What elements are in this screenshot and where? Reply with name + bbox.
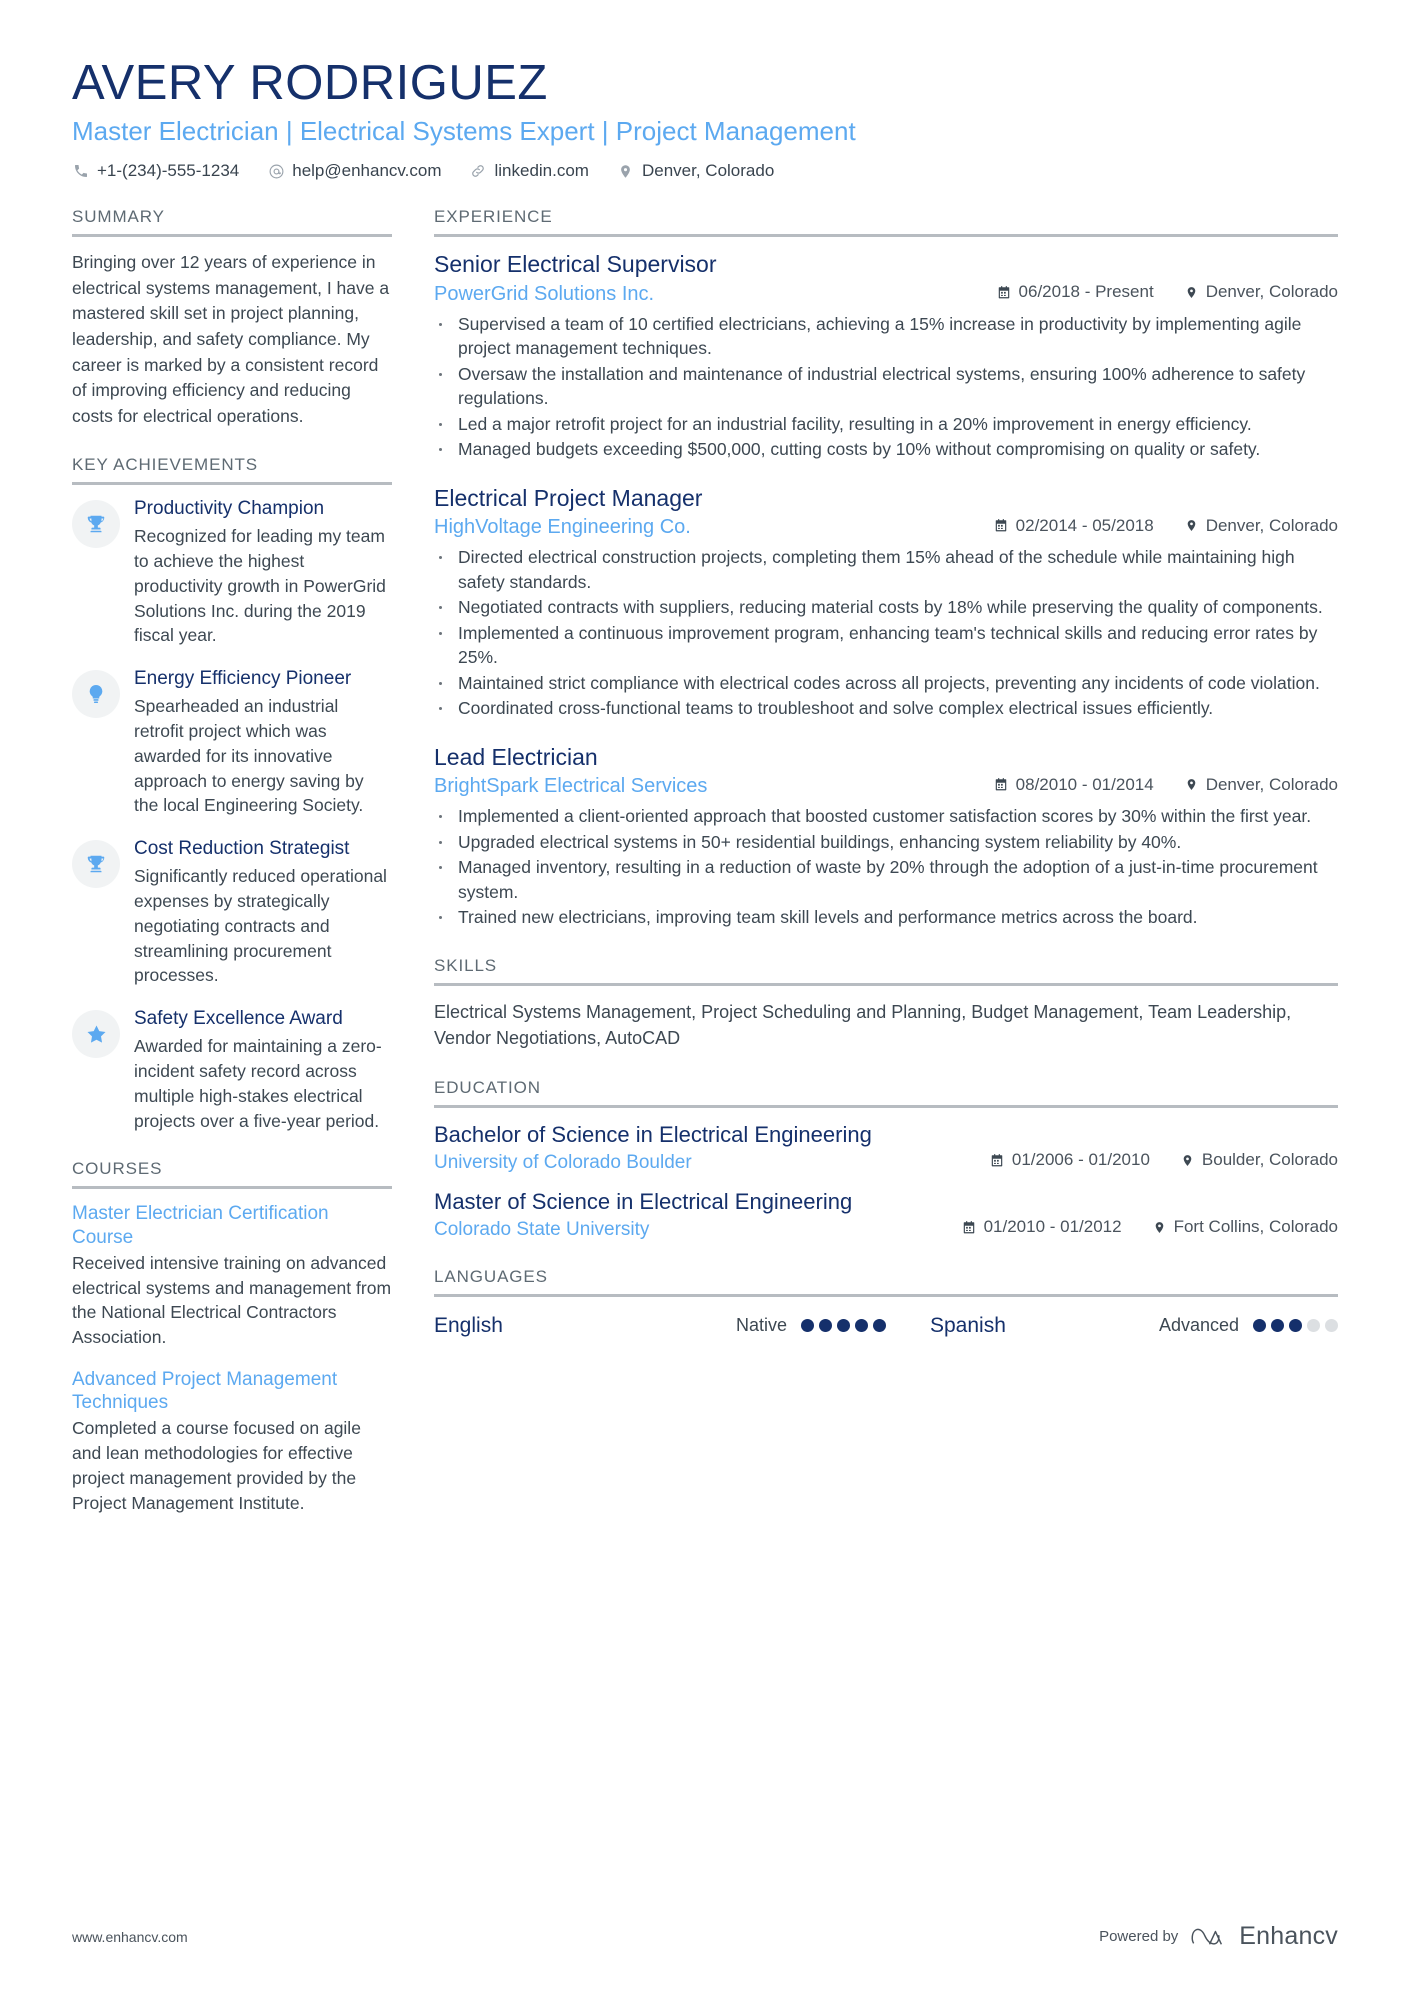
- languages-heading: LANGUAGES: [434, 1266, 548, 1286]
- language-name: English: [434, 1313, 503, 1337]
- location-pin-icon: [1184, 777, 1199, 793]
- candidate-headline: Master Electrician | Electrical Systems Expert | Project Management: [72, 115, 856, 146]
- job-location-text: Denver, Colorado: [1205, 282, 1338, 302]
- job-location: [1184, 282, 1338, 302]
- education-meta: [434, 1217, 1338, 1241]
- education-dates: [990, 1150, 1150, 1170]
- achievement-item: [72, 498, 392, 648]
- achievement-title: Safety Excellence Award: [134, 1008, 343, 1030]
- language-name: Spanish: [930, 1313, 1006, 1337]
- achievement-badge: [72, 500, 120, 548]
- job-location: [1184, 516, 1338, 536]
- languages-row: [434, 1310, 1338, 1338]
- proficiency-dot: [801, 1319, 814, 1332]
- courses-heading: COURSES: [72, 1159, 163, 1179]
- job-dates-text: 02/2014 - 05/2018: [1015, 515, 1154, 535]
- section-summary: [72, 207, 392, 429]
- contact-phone-text: +1-(234)-555-1234: [97, 161, 240, 181]
- location-pin-icon: [1184, 284, 1199, 300]
- footer-site-url[interactable]: www.enhancv.com: [72, 1928, 188, 1945]
- job-bullets: [434, 545, 1338, 721]
- education-location-text: Fort Collins, Colorado: [1173, 1217, 1338, 1237]
- education-dates: [962, 1217, 1122, 1237]
- job-bullets: [434, 312, 1338, 462]
- trophy-icon: [85, 513, 107, 535]
- language-proficiency-dots: [801, 1319, 886, 1332]
- contact-linkedin[interactable]: [469, 161, 589, 181]
- link-icon: [469, 162, 487, 180]
- achievement-item: [72, 668, 392, 818]
- calendar-icon: [990, 1152, 1005, 1168]
- contact-location-text: Denver, Colorado: [641, 161, 775, 181]
- summary-heading: SUMMARY: [72, 207, 165, 227]
- location-pin-icon: [1152, 1219, 1167, 1235]
- course-title: Master Electrician Certification Course: [72, 1203, 329, 1248]
- job-location-text: Denver, Colorado: [1205, 515, 1338, 535]
- achievement-desc: Awarded for maintaining a zero-incident safety record across multiple high-stakes electrical projects over a five-year period.: [134, 1036, 382, 1131]
- proficiency-dot: [819, 1319, 832, 1332]
- achievement-title: Productivity Champion: [134, 498, 325, 520]
- education-item: [434, 1188, 1338, 1241]
- job-company: BrightSpark Electrical Services: [434, 775, 708, 798]
- achievement-title: Cost Reduction Strategist: [134, 838, 350, 860]
- page-footer: [72, 1922, 1338, 1951]
- experience-heading: EXPERIENCE: [434, 207, 553, 227]
- contact-email-text: help@enhancv.com: [292, 161, 442, 181]
- education-location-text: Boulder, Colorado: [1201, 1150, 1338, 1170]
- section-experience: [434, 207, 1338, 929]
- proficiency-dot: [1325, 1319, 1338, 1332]
- job-bullets: [434, 804, 1338, 930]
- job-meta: [434, 282, 1338, 306]
- calendar-icon: [994, 518, 1009, 534]
- right-column: [434, 207, 1338, 1364]
- section-languages: [434, 1267, 1338, 1338]
- achievement-title: Energy Efficiency Pioneer: [134, 668, 352, 690]
- location-pin-icon: [617, 162, 635, 180]
- achievement-badge: [72, 840, 120, 888]
- calendar-icon: [962, 1219, 977, 1235]
- email-icon: [267, 162, 285, 180]
- job-company: HighVoltage Engineering Co.: [434, 516, 691, 539]
- course-item: [72, 1202, 392, 1350]
- proficiency-dot: [1307, 1319, 1320, 1332]
- education-school: Colorado State University: [434, 1218, 650, 1240]
- job-location: [1184, 775, 1338, 795]
- achievement-desc: Significantly reduced operational expenses by strategically negotiating contracts and streamlining procurement processes.: [134, 866, 387, 986]
- section-courses: [72, 1159, 392, 1515]
- proficiency-dot: [1253, 1319, 1266, 1332]
- education-degree: Bachelor of Science in Electrical Engineering: [434, 1121, 872, 1147]
- contact-location: [617, 161, 774, 181]
- proficiency-dot: [1289, 1319, 1302, 1332]
- language-proficiency-dots: [1253, 1319, 1338, 1332]
- proficiency-dot: [1271, 1319, 1284, 1332]
- calendar-icon: [997, 284, 1012, 300]
- education-dates-text: 01/2010 - 01/2012: [983, 1217, 1122, 1237]
- education-school: University of Colorado Boulder: [434, 1151, 692, 1173]
- job-meta: [434, 516, 1338, 540]
- job-bullet: Negotiated contracts with suppliers, reducing material costs by 18% while preserving the quality of components.: [434, 595, 1338, 620]
- calendar-icon: [994, 777, 1009, 793]
- job-title: Senior Electrical Supervisor: [434, 251, 717, 278]
- education-heading: EDUCATION: [434, 1077, 541, 1097]
- lightbulb-icon: [85, 683, 107, 705]
- job-title: Lead Electrician: [434, 743, 598, 770]
- job-bullet: Managed budgets exceeding $500,000, cutting costs by 10% without compromising on quality or safety.: [434, 437, 1338, 462]
- job-dates-text: 08/2010 - 01/2014: [1015, 774, 1154, 794]
- job-bullet: Directed electrical construction projects, completing them 15% ahead of the schedule while maintaining high safety standards.: [434, 545, 1338, 594]
- proficiency-dot: [837, 1319, 850, 1332]
- location-pin-icon: [1180, 1152, 1195, 1168]
- left-column: [72, 207, 392, 1541]
- enhancv-logo-icon: [1190, 1924, 1230, 1950]
- education-location: [1152, 1217, 1338, 1237]
- achievement-badge: [72, 670, 120, 718]
- experience-item: [434, 743, 1338, 930]
- phone-icon: [72, 162, 90, 180]
- job-dates: [997, 282, 1154, 302]
- experience-item: [434, 250, 1338, 461]
- skills-heading: SKILLS: [434, 955, 498, 975]
- achievement-desc: Spearheaded an industrial retrofit project which was awarded for its innovative approach to energy saving by the local Engineering Society.: [134, 696, 364, 816]
- enhancv-brand-text: Enhancv: [1239, 1922, 1338, 1950]
- job-company: PowerGrid Solutions Inc.: [434, 282, 655, 305]
- contact-linkedin-text: linkedin.com: [494, 161, 589, 181]
- job-bullet: Supervised a team of 10 certified electricians, achieving a 15% increase in productivity by implementing agile project management techniques.: [434, 312, 1338, 361]
- section-key-achievements: [72, 455, 392, 1133]
- job-dates-text: 06/2018 - Present: [1018, 282, 1154, 302]
- location-pin-icon: [1184, 518, 1199, 534]
- job-bullet: Oversaw the installation and maintenance of industrial electrical systems, ensuring 100% adherence to safety regulations.: [434, 362, 1338, 411]
- language-level: Native: [735, 1315, 787, 1336]
- enhancv-brand: [1190, 1922, 1338, 1951]
- resume-header: [72, 56, 1338, 181]
- job-bullet: Led a major retrofit project for an industrial facility, resulting in a 20% improvement in energy efficiency.: [434, 412, 1338, 437]
- job-bullet: Coordinated cross-functional teams to troubleshoot and solve complex electrical issues efficiently.: [434, 696, 1338, 721]
- candidate-name: AVERY RODRIGUEZ: [72, 56, 548, 110]
- language-level: Advanced: [1158, 1315, 1239, 1336]
- job-location-text: Denver, Colorado: [1205, 774, 1338, 794]
- education-meta: [434, 1150, 1338, 1174]
- job-bullet: Implemented a client-oriented approach that boosted customer satisfaction scores by 30% within the first year.: [434, 804, 1338, 829]
- experience-item: [434, 484, 1338, 721]
- course-item: [72, 1368, 392, 1516]
- achievement-item: [72, 838, 392, 988]
- job-title: Electrical Project Manager: [434, 484, 703, 511]
- job-bullet: Managed inventory, resulting in a reduction of waste by 20% through the adoption of a just-in-time procurement system.: [434, 855, 1338, 904]
- job-dates: [994, 516, 1154, 536]
- course-title: Advanced Project Management Techniques: [72, 1369, 338, 1414]
- section-education: [434, 1078, 1338, 1241]
- summary-text: Bringing over 12 years of experience in electrical systems management, I have a mastered skill set in project planning, leadership, and safety compliance. My career is marked by a consistent record of improving efficiency and reducing costs for electrical operations.: [72, 252, 390, 426]
- course-desc: Completed a course focused on agile and lean methodologies for effective project management provided by the Project Management Institute.: [72, 1418, 361, 1514]
- education-dates-text: 01/2006 - 01/2010: [1011, 1150, 1150, 1170]
- job-dates: [994, 775, 1154, 795]
- education-location: [1180, 1150, 1338, 1170]
- job-bullet: Maintained strict compliance with electrical codes across all projects, preventing any incidents of code violation.: [434, 671, 1338, 696]
- education-degree: Master of Science in Electrical Engineering: [434, 1188, 853, 1214]
- education-item: [434, 1121, 1338, 1174]
- language-item: [886, 1314, 1338, 1338]
- resume-columns: [72, 207, 1338, 1541]
- proficiency-dot: [855, 1319, 868, 1332]
- job-bullet: Trained new electricians, improving team skill levels and performance metrics across the board.: [434, 905, 1338, 930]
- section-skills: [434, 956, 1338, 1052]
- job-bullet: Upgraded electrical systems in 50+ residential buildings, enhancing system reliability by 40%.: [434, 830, 1338, 855]
- skills-text: Electrical Systems Management, Project Scheduling and Planning, Budget Management, Team Leadership, Vendor Negotiations, AutoCAD: [434, 1001, 1292, 1049]
- star-icon: [85, 1023, 108, 1046]
- achievement-desc: Recognized for leading my team to achieve the highest productivity growth in PowerGrid Solutions Inc. during the 2019 fiscal year.: [134, 526, 386, 646]
- language-item: [434, 1314, 886, 1338]
- contact-row: [72, 161, 1338, 181]
- contact-email[interactable]: [267, 161, 441, 181]
- achievement-item: [72, 1008, 392, 1133]
- job-meta: [434, 775, 1338, 799]
- trophy-icon: [85, 853, 107, 875]
- achievements-heading: KEY ACHIEVEMENTS: [72, 455, 259, 475]
- job-bullet: Implemented a continuous improvement program, enhancing team's technical skills and reducing error rates by 25%.: [434, 621, 1338, 670]
- powered-by-label: Powered by: [1099, 1928, 1179, 1945]
- contact-phone[interactable]: [72, 161, 239, 181]
- achievement-badge: [72, 1010, 120, 1058]
- proficiency-dot: [873, 1319, 886, 1332]
- course-desc: Received intensive training on advanced electrical systems and management from the National Electrical Contractors Association.: [72, 1252, 392, 1348]
